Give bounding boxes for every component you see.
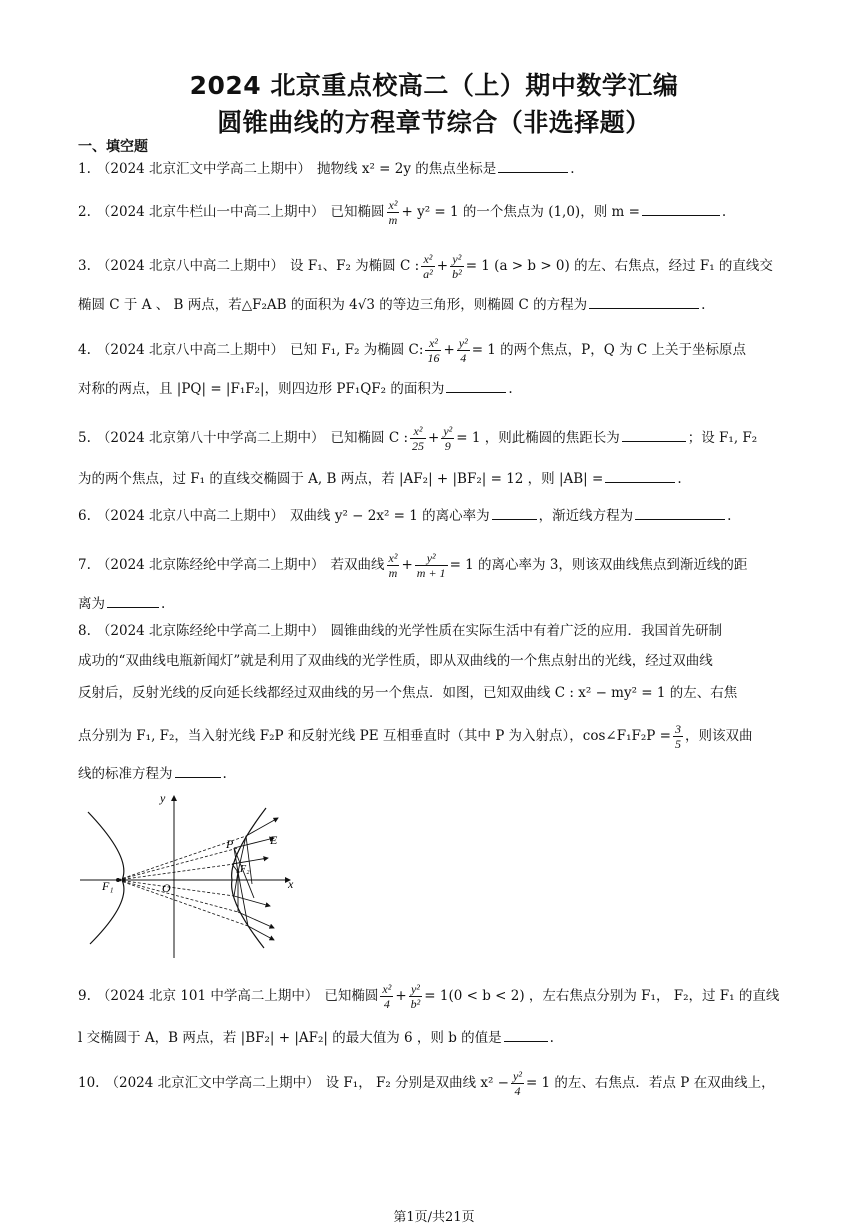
question-5-line-2: 为的两个焦点，过 F₁ 的直线交椭圆于 A, B 两点，若 |AF₂| + |BF₂| = 12 ，则 |AB| = .	[78, 468, 682, 489]
question-4: 4. （2024 北京八中高二上期中） 已知 F₁, F₂ 为椭圆 C: $\frac{\text{x²}}{16}$ + $\frac{\text{y²}}{4}$ = 1 的两个焦点，P，Q 为 C 上关于坐标原点	[78, 336, 747, 365]
fraction: $\frac{\text{y²}}{4}$	[458, 336, 468, 365]
label-e: E	[270, 833, 278, 847]
label-y: y	[160, 791, 166, 805]
question-7: 7. （2024 北京陈经纶中学高二上期中） 若双曲线 $\frac{\text{x²}}{m}$ + $\frac{\text{y²}}{m + 1}$ = 1 的离心率为 3，则该双曲线焦点到渐近线的距	[78, 551, 748, 580]
fraction: $\frac{\text{y²}}{m + 1}$	[416, 551, 446, 580]
fraction: $\frac{3}{5}$	[674, 722, 681, 751]
label-p: P	[226, 837, 234, 851]
answer-blank[interactable]	[642, 201, 720, 216]
fraction: $\frac{\text{x²}}{25}$	[412, 424, 425, 453]
fraction: $\frac{\text{y²}}{\text{b²}}$	[452, 252, 462, 281]
question-8-line-4: 点分别为 F₁, F₂，当入射光线 F₂P 和反射光线 PE 互相垂直时（其中 P 为入射点），cos∠F₁F₂P = $\frac{3}{5}$ ，则该双曲	[78, 722, 753, 751]
label-f1: F₁	[102, 879, 114, 893]
question-8-line-3: 反射后，反射光线的反向延长线都经过双曲线的另一个焦点．如图，已知双曲线 C : x² − my² = 1 的左、右焦	[78, 685, 738, 701]
question-7-line-2: 离为 .	[78, 593, 165, 614]
fraction: $\frac{\text{x²}}{\text{a²}}$	[423, 252, 433, 281]
question-8-line-5: 线的标准方程为 .	[78, 763, 227, 784]
fraction: $\frac{\text{y²}}{9}$	[443, 424, 453, 453]
answer-blank[interactable]	[635, 505, 725, 520]
question-5: 5. （2024 北京第八十中学高二上期中） 已知椭圆 C : $\frac{\text{x²}}{25}$ + $\frac{\text{y²}}{9}$ = 1 ，则此椭圆的焦距长为 ；设 F₁, F₂	[78, 424, 758, 453]
label-x: x	[288, 877, 294, 891]
answer-blank[interactable]	[107, 593, 159, 608]
fraction: $\frac{\text{y²}}{4}$	[513, 1069, 522, 1098]
question-9-line-2: l 交椭圆于 A，B 两点，若 |BF₂| + |AF₂| 的最大值为 6 ，则 b 的值是 .	[78, 1027, 554, 1048]
section-heading: 一、填空题	[78, 139, 148, 155]
answer-blank[interactable]	[446, 378, 506, 393]
hyperbola-reflection-figure	[78, 788, 300, 960]
question-9: 9. （2024 北京 101 中学高二上期中） 已知椭圆 $\frac{\text{x²}}{4}$ + $\frac{\text{y²}}{\text{b²}}$ = 1(0 < b < 2) ，左右焦点分别为 F₁， F₂，过 F₁ 的直线	[78, 982, 780, 1011]
question-6: 6. （2024 北京八中高二上期中） 双曲线 y² − 2x² = 1 的离心率为 ，渐近线方程为 .	[78, 505, 731, 526]
fraction: $\frac{\text{x²}}{m}$	[388, 551, 398, 580]
answer-blank[interactable]	[175, 763, 221, 778]
label-f2: F₂	[240, 864, 250, 875]
left-branch	[88, 812, 124, 944]
question-1: 1. （2024 北京汇文中学高二上期中） 抛物线 x² = 2y 的焦点坐标是 .	[78, 158, 575, 179]
answer-blank[interactable]	[504, 1027, 548, 1042]
answer-blank[interactable]	[498, 158, 568, 173]
page-subtitle: 圆锥曲线的方程章节综合（非选择题）	[217, 108, 651, 137]
fraction: $\frac{\text{y²}}{\text{b²}}$	[410, 982, 421, 1011]
answer-blank[interactable]	[622, 427, 686, 442]
answer-blank[interactable]	[492, 505, 537, 520]
fraction: $\frac{\text{x²}}{m}$	[388, 198, 398, 227]
fraction: $\frac{\text{x²}}{4}$	[382, 982, 392, 1011]
answer-blank[interactable]	[589, 294, 699, 309]
question-8-line-2: 成功的“双曲线电瓶新闻灯”就是利用了双曲线的光学性质，即从双曲线的一个焦点射出的光线，经过双曲线	[78, 653, 713, 669]
question-3: 3. （2024 北京八中高二上期中） 设 F₁、F₂ 为椭圆 C : $\frac{\text{x²}}{\text{a²}}$ + $\frac{\text{y²}}{\text{b²}}$ = 1 (a > b > 0) 的左、右焦点，经过 F₁ 的直线交	[78, 252, 773, 281]
label-o: O	[162, 881, 171, 895]
question-10: 10. （2024 北京汇文中学高二上期中） 设 F₁， F₂ 分别是双曲线 x² − $\frac{\text{y²}}{4}$ = 1 的左、右焦点．若点 P 在双曲线上，	[78, 1069, 775, 1098]
question-2: 2. （2024 北京牛栏山一中高二上期中） 已知椭圆 $\frac{\text{x²}}{m}$ + y² = 1 的一个焦点为 (1,0)，则 m = .	[78, 198, 727, 227]
page-title: 2024 北京重点校高二（上）期中数学汇编	[189, 71, 679, 100]
question-4-line-2: 对称的两点，且 |PQ| = |F₁F₂|，则四边形 PF₁QF₂ 的面积为 .	[78, 378, 513, 399]
question-3-line-2: 椭圆 C 于 A 、 B 两点，若△F₂AB 的面积为 4√3 的等边三角形，则椭圆 C 的方程为 .	[78, 294, 705, 315]
fraction: $\frac{\text{x²}}{16}$	[427, 336, 440, 365]
question-8: 8. （2024 北京陈经纶中学高二上期中） 圆锥曲线的光学性质在实际生活中有着广泛的应用．我国首先研制	[78, 623, 723, 639]
answer-blank[interactable]	[605, 468, 675, 483]
page-footer: 第1页/共21页	[393, 1210, 475, 1225]
focus-f1	[116, 878, 120, 882]
